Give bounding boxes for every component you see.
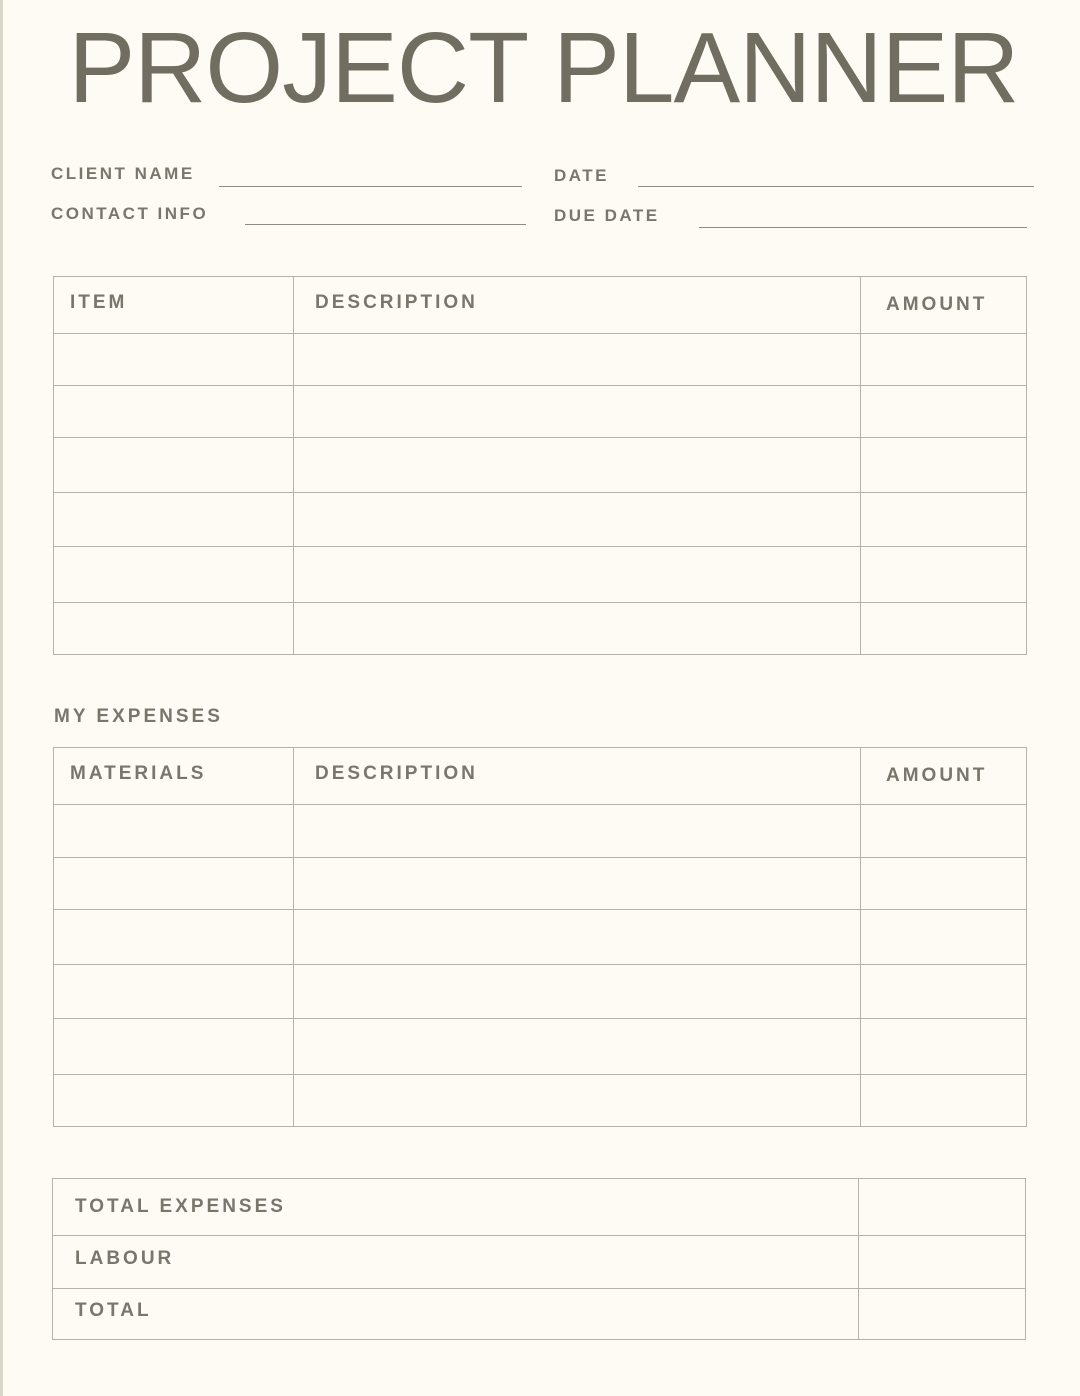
table-row xyxy=(54,438,1027,493)
expenses-header-row xyxy=(54,748,1027,805)
total-label: TOTAL xyxy=(75,1300,152,1321)
description-cell[interactable] xyxy=(294,438,861,493)
item-cell[interactable] xyxy=(54,334,294,386)
materials-cell[interactable] xyxy=(54,805,294,858)
date-label: DATE xyxy=(554,166,610,185)
description-cell[interactable] xyxy=(294,547,861,603)
table-row xyxy=(54,1019,1027,1075)
labour-row xyxy=(53,1236,1026,1289)
expenses-col-materials: MATERIALS xyxy=(54,748,294,805)
table-row xyxy=(54,1075,1027,1127)
table-row xyxy=(54,858,1027,910)
amount-cell[interactable] xyxy=(861,438,1027,493)
table-row xyxy=(54,334,1027,386)
contact-info-line xyxy=(245,224,526,225)
items-col-description: DESCRIPTION xyxy=(294,277,861,334)
page-left-edge xyxy=(0,0,3,1396)
labour-value[interactable] xyxy=(859,1236,1026,1289)
amount-cell[interactable] xyxy=(861,858,1027,910)
due-date-line xyxy=(699,227,1027,228)
materials-cell[interactable] xyxy=(54,1019,294,1075)
date-input[interactable] xyxy=(638,163,1042,185)
labour-label: LABOUR xyxy=(75,1248,175,1269)
table-row xyxy=(54,910,1027,965)
item-cell[interactable] xyxy=(54,547,294,603)
table-row xyxy=(54,547,1027,603)
client-name-input[interactable] xyxy=(219,163,530,185)
description-cell[interactable] xyxy=(294,603,861,655)
description-cell[interactable] xyxy=(294,1019,861,1075)
my-expenses-heading: MY EXPENSES xyxy=(54,706,223,727)
item-cell[interactable] xyxy=(54,603,294,655)
expenses-table xyxy=(53,747,1027,1127)
items-col-amount: AMOUNT xyxy=(861,277,1027,334)
description-cell[interactable] xyxy=(294,910,861,965)
amount-cell[interactable] xyxy=(861,965,1027,1019)
amount-cell[interactable] xyxy=(861,910,1027,965)
materials-cell[interactable] xyxy=(54,910,294,965)
amount-cell[interactable] xyxy=(861,805,1027,858)
client-name-line xyxy=(219,186,522,187)
amount-cell[interactable] xyxy=(861,493,1027,547)
amount-cell[interactable] xyxy=(861,603,1027,655)
items-table xyxy=(53,276,1027,655)
total-expenses-value[interactable] xyxy=(859,1179,1026,1236)
description-cell[interactable] xyxy=(294,334,861,386)
description-cell[interactable] xyxy=(294,1075,861,1127)
labour-label-cell xyxy=(53,1236,859,1289)
contact-info-label: CONTACT INFO xyxy=(51,204,209,223)
client-name-label: CLIENT NAME xyxy=(51,164,195,183)
due-date-input[interactable] xyxy=(699,204,1035,226)
total-expenses-row xyxy=(53,1179,1026,1236)
item-cell[interactable] xyxy=(54,386,294,438)
materials-cell[interactable] xyxy=(54,1075,294,1127)
table-row xyxy=(54,805,1027,858)
materials-cell[interactable] xyxy=(54,858,294,910)
total-expenses-label: TOTAL EXPENSES xyxy=(75,1196,286,1217)
totals-table xyxy=(52,1178,1026,1340)
expenses-col-description: DESCRIPTION xyxy=(294,748,861,805)
amount-cell[interactable] xyxy=(861,1075,1027,1127)
item-cell[interactable] xyxy=(54,493,294,547)
description-cell[interactable] xyxy=(294,493,861,547)
description-cell[interactable] xyxy=(294,858,861,910)
date-line xyxy=(638,186,1034,187)
amount-cell[interactable] xyxy=(861,334,1027,386)
table-row xyxy=(54,493,1027,547)
table-row xyxy=(54,386,1027,438)
table-row xyxy=(54,965,1027,1019)
total-row xyxy=(53,1289,1026,1340)
page-title: PROJECT PLANNER xyxy=(68,12,1019,124)
description-cell[interactable] xyxy=(294,805,861,858)
total-value[interactable] xyxy=(859,1289,1026,1340)
item-cell[interactable] xyxy=(54,438,294,493)
amount-cell[interactable] xyxy=(861,1019,1027,1075)
contact-info-input[interactable] xyxy=(245,201,534,223)
amount-cell[interactable] xyxy=(861,547,1027,603)
items-header-row xyxy=(54,277,1027,334)
amount-cell[interactable] xyxy=(861,386,1027,438)
total-expenses-label-cell xyxy=(53,1179,859,1236)
materials-cell[interactable] xyxy=(54,965,294,1019)
description-cell[interactable] xyxy=(294,386,861,438)
table-row xyxy=(54,603,1027,655)
items-col-item: ITEM xyxy=(54,277,294,334)
total-label-cell xyxy=(53,1289,859,1340)
description-cell[interactable] xyxy=(294,965,861,1019)
expenses-col-amount: AMOUNT xyxy=(861,748,1027,805)
due-date-label: DUE DATE xyxy=(554,206,660,225)
